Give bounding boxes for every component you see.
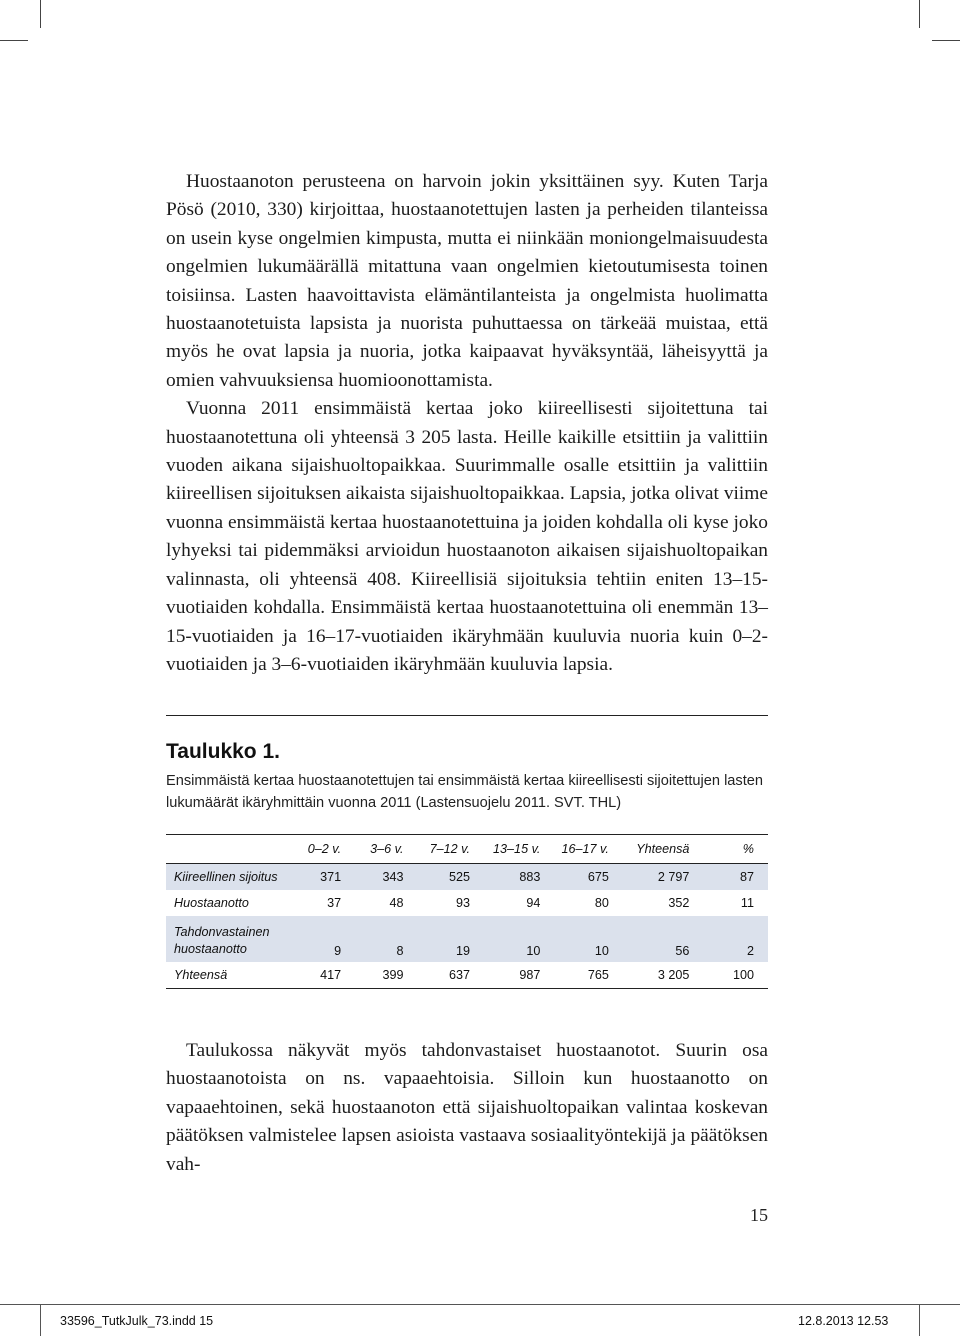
table-cell: 2 (689, 916, 768, 962)
table-cell: 525 (404, 864, 470, 891)
table-cell: 37 (327, 896, 342, 910)
row-label (166, 916, 281, 962)
table-cell: 417 (320, 968, 342, 982)
row-label: Huostaanotto (174, 896, 249, 910)
table-cell: 48 (389, 896, 404, 910)
table-cell: 883 (470, 864, 540, 891)
slug-divider (919, 1304, 920, 1336)
table-cell: 80 (594, 896, 609, 910)
table-cell: 93 (455, 896, 470, 910)
table-cell: 19 (404, 916, 470, 962)
paragraph-2: Vuonna 2011 ensimmäistä kertaa joko kiireellisesti sijoitettuna tai huostaanotettuna oli yhteensä 3 205 lasta. Heille kaikille etsittiin ja valittiin vuoden aikana sijaishuoltopaikkaa. Suurimmalle osalle etsittiin ja valittiin kiireellisen sijoituksen aikaista sijaishuoltopaikkaa. Lapsia, jotka olivat viime vuonna ensimmäistä kertaa huostaanotettuina ja joiden kohdalla oli kyse joko lyhyeksi tai pidemmäksi arvioidun huostaanoton aikaisen sijaishuoltopaikan valinnasta, oli yhteensä 408. Kiireellisiä sijoituksia tehtiin eniten 13–15-vuotiaiden kohdalla. Ensimmäistä kertaa huostaanotettuina oli enemmän 13–15-vuotiaiden ja 16–17-vuotiaiden ikäryhmään kuuluvia nuoria kuin 0–2-vuotiaiden ja 3–6-vuotiaiden ikäryhmään kuuluvia lapsia. (166, 398, 768, 675)
table-cell: 8 (341, 916, 403, 962)
table-cell: 343 (341, 864, 403, 891)
table-row (166, 890, 768, 916)
data-table (166, 834, 768, 989)
table-top-rule (166, 715, 768, 716)
table-row (166, 962, 768, 989)
table-cell: 675 (540, 864, 608, 891)
row-label: Kiireellinen sijoitus (166, 864, 281, 891)
table-cell: 352 (668, 896, 690, 910)
table-cell: 3 205 (657, 968, 690, 982)
row-label: Yhteensä (174, 968, 228, 982)
table-cell: 371 (281, 864, 341, 891)
table-cell: 10 (470, 916, 540, 962)
crop-mark (919, 0, 920, 28)
body-text-top (166, 168, 768, 679)
crop-mark (40, 0, 41, 28)
paragraph-3: Taulukossa näkyvät myös tahdonvastaiset huostaanotot. Suurin osa huostaanotoista on ns. vapaaehtoisia. Silloin kun huostaanotto on vapaaehtoinen, sekä huostaanoton että sijaishuoltopaikan valintaa koskevan päätöksen valmistelee lapsen asioista vastaava sosiaalityöntekijä ja päätöksen vah- (166, 1040, 768, 1175)
table-title: Taulukko 1. (166, 740, 280, 763)
table-header-cell: % (742, 842, 754, 856)
table-cell: 94 (526, 896, 541, 910)
slug-divider (0, 1304, 960, 1305)
row-label-line: huostaanotto (174, 942, 247, 956)
table-cell: 10 (540, 916, 608, 962)
table-header-cell: 3–6 v. (370, 842, 404, 856)
crop-mark (932, 40, 960, 41)
paragraph-1-text: Huostaanoton perusteena on harvoin jokin yksittäinen syy. Kuten Tarja Pösö (2010, 330) kirjoittaa, huostaanotettujen lasten ja perheiden tilanteissa on usein kyse ongelmien kimpusta, mutta ei niinkään moniongelmaisuudesta ongelmien lukumäärällä mitattuna vaan ongelmien kietoutumisesta toinen toisiinsa. (166, 171, 768, 306)
table-header-cell: Yhteensä (636, 842, 690, 856)
table-cell: 100 (732, 968, 754, 982)
table-cell: 765 (587, 968, 609, 982)
table-cell: 987 (519, 968, 541, 982)
table-cell: 637 (448, 968, 470, 982)
slug-file-info: 33596_TutkJulk_73.indd 15 (60, 1314, 214, 1328)
table-cell: 56 (609, 916, 690, 962)
table-cell: 2 797 (609, 864, 690, 891)
table-header-cell (166, 835, 281, 864)
row-label-line: Tahdonvastainen (174, 925, 270, 939)
table-cell: 399 (382, 968, 404, 982)
table-header-cell: 7–12 v. (429, 842, 470, 856)
paragraph-1b-text: Lasten haavoittavista elämäntilanteista ja ongelmista huolimatta huostaanotetuista lapsista ja nuorista puhuttaessa on tärkeää muistaa, että myös he ovat lapsia ja nuoria, jotka kaipaavat hyväksyntää, läheisyyttä ja omien vahvuuksiensa huomioonottamista. (166, 284, 769, 391)
slug-divider (40, 1304, 41, 1336)
table-header-cell: 16–17 v. (561, 842, 609, 856)
page-number: 15 (750, 1205, 768, 1225)
paragraph-1 (166, 168, 768, 395)
table-cell: 9 (281, 916, 341, 962)
table-cell: 87 (689, 864, 768, 891)
slug-date-info: 12.8.2013 12.53 (798, 1314, 889, 1328)
table-row (166, 864, 768, 891)
table-header-cell: 0–2 v. (307, 842, 342, 856)
table-header-row (166, 835, 768, 864)
body-text-bottom (166, 1037, 768, 1179)
crop-mark (0, 40, 28, 41)
table-header-cell: 13–15 v. (493, 842, 541, 856)
table-cell: 11 (740, 896, 754, 910)
table-row (166, 916, 768, 962)
table-caption: Ensimmäistä kertaa huostaanotettujen tai ensimmäistä kertaa kiireellisesti sijoitettujen lasten lukumäärät ikäryhmittäin vuonna 2011 (Lastensuojelu 2011. SVT. THL) (166, 773, 764, 811)
